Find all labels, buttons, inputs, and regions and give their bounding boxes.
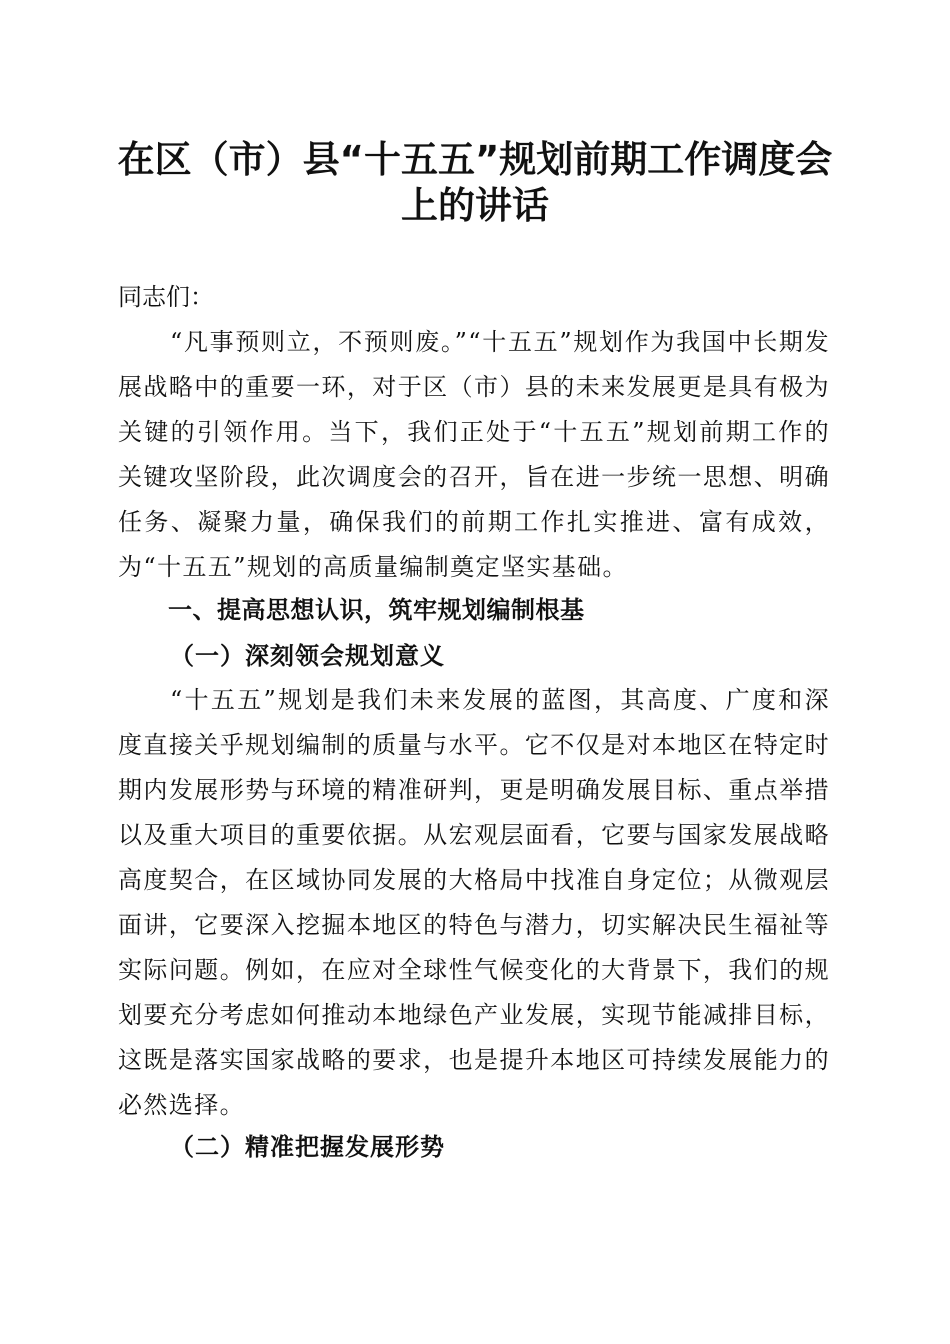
document-title-line-2: 上的讲话 <box>401 184 549 227</box>
subsection-heading-2: （二）精准把握发展形势 <box>170 1132 445 1161</box>
subsection-heading-1: （一）深刻领会规划意义 <box>170 641 445 670</box>
paragraph-intro: “凡事预则立，不预则废。”“十五五”规划作为我国中长期发展战略中的重要一环，对于区（市）县的未来发展更是具有极为关键的引领作用。当下，我们正处于“十五五”规划前期工作的关键攻坚阶段，此次调度会的召开，旨在进一步统一思想、明确任务、凝聚力量，确保我们的前期工作扎实推进、富有成效，为“十五五”规划的高质量编制奠定坚实基础。 <box>118 328 830 581</box>
document-title-line-1: 在区（市）县“十五五”规划前期工作调度会 <box>117 138 833 181</box>
salutation: 同志们： <box>118 283 214 311</box>
paragraph-planning-significance: “十五五”规划是我们未来发展的蓝图，其高度、广度和深度直接关乎规划编制的质量与水平。它不仅是对本地区在特定时期内发展形势与环境的精准研判，更是明确发展目标、重点举措以及重大项目的重要依据。从宏观层面看，它要与国家发展战略高度契合，在区域协同发展的大格局中找准自身定位；从微观层面讲，它要深入挖掘本地区的特色与潜力，切实解决民生福祉等实际问题。例如，在应对全球性气候变化的大背景下，我们的规划要充分考虑如何推动本地绿色产业发展，实现节能减排目标，这既是落实国家战略的要求，也是提升本地区可持续发展能力的必然选择。 <box>118 686 830 1119</box>
section-heading-1: 一、提高思想认识，筑牢规划编制根基 <box>168 596 585 624</box>
